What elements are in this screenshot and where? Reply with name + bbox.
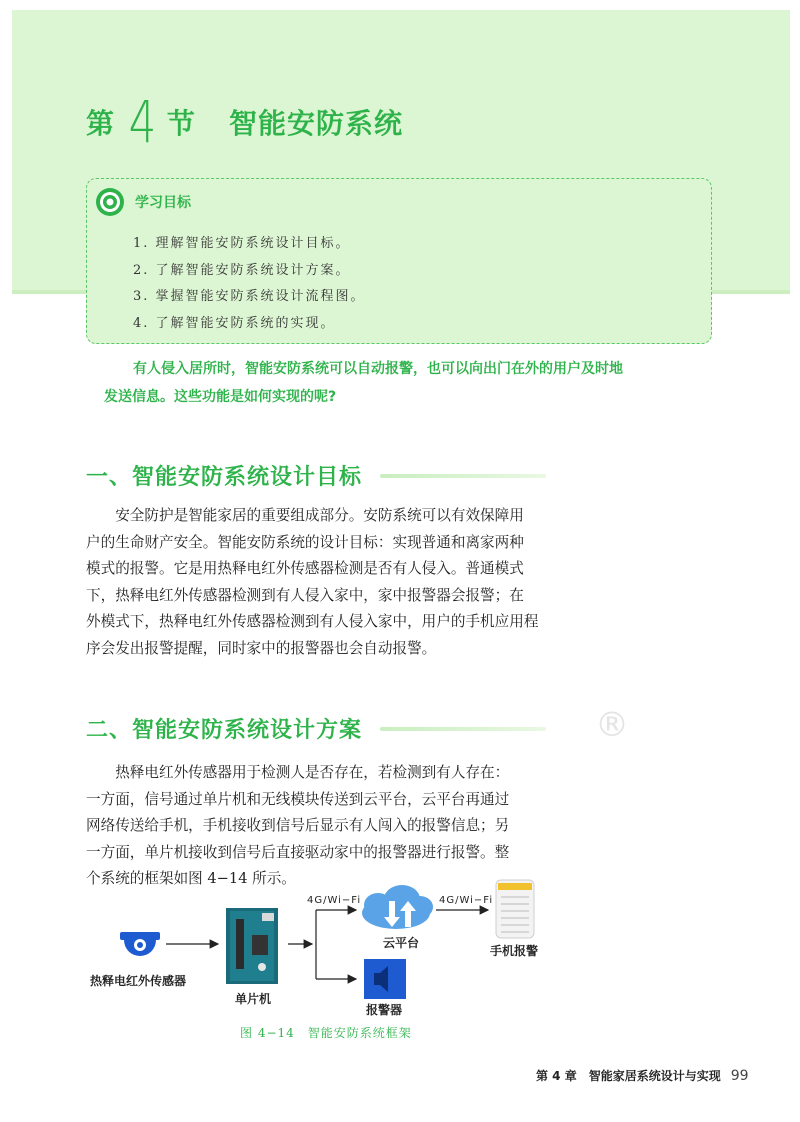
registered-mark-watermark: ® xyxy=(595,705,629,745)
paragraph-line: 模式的报警。它是用热释电红外传感器检测是否有人侵入。普通模式 xyxy=(86,560,524,578)
page-number: 99 xyxy=(730,1067,749,1084)
mcu-board-icon xyxy=(226,908,278,984)
pir-sensor-icon xyxy=(120,932,160,956)
phone-label: 手机报警 xyxy=(490,944,539,958)
paragraph-line: 安全防护是智能家居的重要组成部分。安防系统可以有效保障用 xyxy=(86,507,524,524)
cloud-label: 云平台 xyxy=(383,936,420,950)
paragraph-line: 一方面，单片机接收到信号后直接驱动家中的报警器进行报警。整 xyxy=(86,843,510,861)
heading-rule xyxy=(380,474,546,478)
section-number: 4 xyxy=(128,88,157,156)
cloud-icon xyxy=(362,885,433,929)
intro-question xyxy=(104,355,693,411)
page-footer xyxy=(536,1067,749,1084)
paragraph-line: 个系统的框架如图 4−14 所示。 xyxy=(86,870,296,888)
learning-objectives-box xyxy=(86,178,712,344)
paragraph-line: 序会发出报警提醒，同时家中的报警器也会自动报警。 xyxy=(86,639,437,657)
section-name: 智能安防系统 xyxy=(228,107,403,140)
objective-item: 1. 理解智能安防系统设计目标。 xyxy=(133,236,351,251)
intro-line-2: 发送信息。这些功能是如何实现的呢? xyxy=(104,389,337,405)
heading-rule xyxy=(380,727,546,731)
objective-item: 4. 了解智能安防系统的实现。 xyxy=(133,315,336,331)
framework-diagram xyxy=(0,875,800,1045)
heading-design-plan-text: 二、智能安防系统设计方案 xyxy=(86,718,363,743)
alarm-label: 报警器 xyxy=(366,1003,403,1017)
section-suffix: 节 xyxy=(166,107,195,140)
heading-design-goal-text: 一、智能安防系统设计目标 xyxy=(86,465,363,490)
objectives-list xyxy=(133,231,366,337)
section-title xyxy=(86,88,403,156)
heading-design-goal xyxy=(86,460,546,491)
phone-icon xyxy=(496,880,534,938)
objectives-header xyxy=(95,187,191,217)
paragraph-line: 外模式下，热释电红外传感器检测到有人侵入家中，用户的手机应用程 xyxy=(86,613,539,631)
paragraph-line: 一方面，信号通过单片机和无线模块传送到云平台，云平台再通过 xyxy=(86,790,510,808)
heading-design-plan xyxy=(86,713,546,744)
system-framework-figure xyxy=(0,875,800,1045)
paragraph-line: 网络传送给手机，手机接收到信号后显示有人闯入的报警信息；另 xyxy=(86,817,510,835)
intro-line-1: 有人侵入居所时，智能安防系统可以自动报警，也可以向出门在外的用户及时地 xyxy=(133,361,623,377)
mcu-label: 单片机 xyxy=(235,992,272,1006)
alarm-speaker-icon xyxy=(364,959,406,999)
objective-item: 2. 了解智能安防系统设计方案。 xyxy=(133,262,351,278)
paragraph-line: 户的生命财产安全。智能安防系统的设计目标：实现普通和离家两种 xyxy=(86,533,524,551)
target-icon xyxy=(95,187,125,217)
objectives-title: 学习目标 xyxy=(135,195,191,211)
link-label-2: 4G/Wi−Fi xyxy=(439,895,494,906)
chapter-title: 第 4 章 智能家居系统设计与实现 xyxy=(536,1069,721,1083)
link-label-1: 4G/Wi−Fi xyxy=(307,895,362,906)
paragraph-line: 热释电红外传感器用于检测人是否存在，若检测到有人存在： xyxy=(86,764,510,781)
design-goal-paragraph xyxy=(86,503,552,663)
paragraph-line: 下，热释电红外传感器检测到有人侵入家中，家中报警器会报警；在 xyxy=(86,586,524,604)
section-prefix: 第 xyxy=(86,107,115,140)
sensor-label: 热释电红外传感器 xyxy=(90,974,187,988)
design-plan-paragraph xyxy=(86,760,552,893)
objective-item: 3. 掌握智能安防系统设计流程图。 xyxy=(133,289,366,304)
figure-caption: 图 4−14 智能安防系统框架 xyxy=(240,1026,412,1040)
